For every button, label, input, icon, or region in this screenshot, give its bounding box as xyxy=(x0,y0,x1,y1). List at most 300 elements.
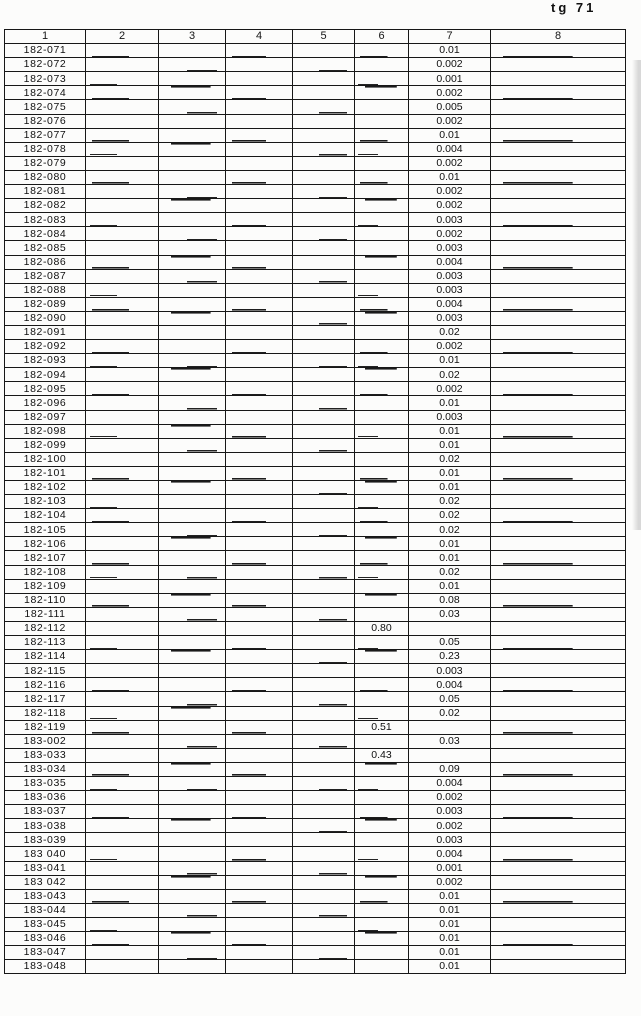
empty-cell xyxy=(226,692,293,706)
row-id-cell: 182-096 xyxy=(5,396,86,410)
empty-cell xyxy=(226,509,293,523)
col7-value-cell: 0.01 xyxy=(409,579,491,593)
empty-cell xyxy=(226,579,293,593)
empty-cell xyxy=(293,213,355,227)
col7-value-cell: 0.003 xyxy=(409,664,491,678)
empty-cell xyxy=(226,185,293,199)
empty-cell xyxy=(293,227,355,241)
empty-cell xyxy=(86,44,159,58)
empty-cell xyxy=(86,621,159,635)
empty-cell xyxy=(355,833,409,847)
empty-cell xyxy=(159,283,226,297)
table-row xyxy=(5,650,626,664)
empty-cell xyxy=(226,903,293,917)
row-id-cell: 182-088 xyxy=(5,283,86,297)
empty-cell xyxy=(293,325,355,339)
table-row xyxy=(5,593,626,607)
empty-cell xyxy=(293,128,355,142)
empty-cell xyxy=(159,875,226,889)
empty-cell xyxy=(491,481,626,495)
empty-cell xyxy=(293,368,355,382)
empty-cell xyxy=(293,100,355,114)
page-number-label: tg 71 xyxy=(551,0,597,15)
empty-cell xyxy=(226,340,293,354)
row-id-cell: 182-104 xyxy=(5,509,86,523)
table-row xyxy=(5,410,626,424)
empty-cell xyxy=(159,833,226,847)
table-row xyxy=(5,297,626,311)
empty-cell xyxy=(226,213,293,227)
table-row xyxy=(5,621,626,635)
empty-cell xyxy=(159,297,226,311)
table-row xyxy=(5,607,626,621)
table-row xyxy=(5,241,626,255)
data-table xyxy=(4,29,626,974)
empty-cell xyxy=(355,241,409,255)
table-row xyxy=(5,325,626,339)
table-row xyxy=(5,466,626,480)
row-id-cell: 182-113 xyxy=(5,636,86,650)
empty-cell xyxy=(491,199,626,213)
empty-cell xyxy=(491,621,626,635)
empty-cell xyxy=(355,607,409,621)
empty-cell xyxy=(86,72,159,86)
row-id-cell: 182-077 xyxy=(5,128,86,142)
empty-cell xyxy=(355,283,409,297)
empty-cell xyxy=(491,255,626,269)
empty-cell xyxy=(159,678,226,692)
empty-cell xyxy=(86,791,159,805)
row-id-cell: 182-098 xyxy=(5,424,86,438)
empty-cell xyxy=(226,283,293,297)
empty-cell xyxy=(86,185,159,199)
empty-cell xyxy=(293,86,355,100)
empty-cell xyxy=(293,354,355,368)
empty-cell xyxy=(293,199,355,213)
table-row xyxy=(5,396,626,410)
empty-cell xyxy=(226,438,293,452)
empty-cell xyxy=(293,170,355,184)
col7-value-cell: 0.002 xyxy=(409,86,491,100)
table-row xyxy=(5,227,626,241)
empty-cell xyxy=(491,762,626,776)
col7-value-cell: 0.02 xyxy=(409,325,491,339)
empty-cell xyxy=(409,720,491,734)
empty-cell xyxy=(355,692,409,706)
empty-cell xyxy=(355,664,409,678)
empty-cell xyxy=(293,650,355,664)
row-id-cell: 182-092 xyxy=(5,340,86,354)
empty-cell xyxy=(159,791,226,805)
empty-cell xyxy=(293,185,355,199)
empty-cell xyxy=(226,114,293,128)
empty-cell xyxy=(86,382,159,396)
empty-cell xyxy=(355,72,409,86)
empty-cell xyxy=(159,509,226,523)
table-row xyxy=(5,805,626,819)
empty-cell xyxy=(355,368,409,382)
empty-cell xyxy=(159,861,226,875)
empty-cell xyxy=(226,241,293,255)
empty-cell xyxy=(226,72,293,86)
empty-cell xyxy=(86,551,159,565)
empty-cell xyxy=(226,805,293,819)
col7-value-cell: 0.09 xyxy=(409,762,491,776)
table-row xyxy=(5,199,626,213)
empty-cell xyxy=(226,382,293,396)
empty-cell xyxy=(293,481,355,495)
empty-cell xyxy=(159,664,226,678)
empty-cell xyxy=(159,692,226,706)
empty-cell xyxy=(491,340,626,354)
empty-cell xyxy=(293,297,355,311)
empty-cell xyxy=(226,875,293,889)
empty-cell xyxy=(355,776,409,790)
empty-cell xyxy=(293,932,355,946)
empty-cell xyxy=(86,283,159,297)
empty-cell xyxy=(226,861,293,875)
col7-value-cell: 0.02 xyxy=(409,495,491,509)
row-id-cell: 182-114 xyxy=(5,650,86,664)
empty-cell xyxy=(86,325,159,339)
empty-cell xyxy=(293,734,355,748)
empty-cell xyxy=(159,917,226,931)
row-id-cell: 182-086 xyxy=(5,255,86,269)
empty-cell xyxy=(226,199,293,213)
empty-cell xyxy=(86,889,159,903)
empty-cell xyxy=(226,917,293,931)
empty-cell xyxy=(293,551,355,565)
empty-cell xyxy=(226,354,293,368)
empty-cell xyxy=(355,495,409,509)
empty-cell xyxy=(355,255,409,269)
header-cell: 2 xyxy=(86,30,159,44)
empty-cell xyxy=(491,410,626,424)
col7-value-cell: 0.002 xyxy=(409,227,491,241)
empty-cell xyxy=(159,156,226,170)
empty-cell xyxy=(293,607,355,621)
col7-value-cell: 0.02 xyxy=(409,523,491,537)
empty-cell xyxy=(293,44,355,58)
empty-cell xyxy=(355,227,409,241)
empty-cell xyxy=(86,311,159,325)
row-id-cell: 183-038 xyxy=(5,819,86,833)
empty-cell xyxy=(86,340,159,354)
empty-cell xyxy=(293,58,355,72)
empty-cell xyxy=(86,213,159,227)
row-id-cell: 183-046 xyxy=(5,932,86,946)
col7-value-cell: 0.02 xyxy=(409,452,491,466)
empty-cell xyxy=(491,269,626,283)
col7-value-cell: 0.001 xyxy=(409,861,491,875)
empty-cell xyxy=(159,565,226,579)
empty-cell xyxy=(226,100,293,114)
empty-cell xyxy=(355,762,409,776)
empty-cell xyxy=(491,805,626,819)
empty-cell xyxy=(226,424,293,438)
empty-cell xyxy=(491,833,626,847)
empty-cell xyxy=(226,269,293,283)
empty-cell xyxy=(226,297,293,311)
row-id-cell: 183-034 xyxy=(5,762,86,776)
empty-cell xyxy=(293,720,355,734)
empty-cell xyxy=(86,410,159,424)
empty-cell xyxy=(159,199,226,213)
empty-cell xyxy=(86,706,159,720)
empty-cell xyxy=(491,241,626,255)
empty-cell xyxy=(86,142,159,156)
empty-cell xyxy=(491,734,626,748)
empty-cell xyxy=(86,861,159,875)
header-cell: 7 xyxy=(409,30,491,44)
col7-value-cell: 0.02 xyxy=(409,706,491,720)
row-id-cell: 182-084 xyxy=(5,227,86,241)
empty-cell xyxy=(491,847,626,861)
empty-cell xyxy=(159,255,226,269)
col7-value-cell: 0.002 xyxy=(409,875,491,889)
table-row xyxy=(5,932,626,946)
empty-cell xyxy=(226,932,293,946)
empty-cell xyxy=(226,170,293,184)
table-row xyxy=(5,847,626,861)
empty-cell xyxy=(86,100,159,114)
empty-cell xyxy=(86,495,159,509)
row-id-cell: 182-082 xyxy=(5,199,86,213)
table-row xyxy=(5,283,626,297)
empty-cell xyxy=(491,861,626,875)
empty-cell xyxy=(86,114,159,128)
col7-value-cell: 0.02 xyxy=(409,509,491,523)
empty-cell xyxy=(355,650,409,664)
empty-cell xyxy=(226,791,293,805)
row-id-cell: 182-089 xyxy=(5,297,86,311)
col7-value-cell: 0.001 xyxy=(409,72,491,86)
empty-cell xyxy=(86,565,159,579)
empty-cell xyxy=(355,509,409,523)
empty-cell xyxy=(226,776,293,790)
col7-value-cell: 0.002 xyxy=(409,819,491,833)
empty-cell xyxy=(355,551,409,565)
empty-cell xyxy=(159,382,226,396)
col7-value-cell: 0.004 xyxy=(409,847,491,861)
empty-cell xyxy=(86,960,159,974)
empty-cell xyxy=(159,734,226,748)
empty-cell xyxy=(491,932,626,946)
empty-cell xyxy=(491,438,626,452)
row-id-cell: 183-035 xyxy=(5,776,86,790)
table-row xyxy=(5,946,626,960)
empty-cell xyxy=(491,156,626,170)
empty-cell xyxy=(355,269,409,283)
row-id-cell: 183-045 xyxy=(5,917,86,931)
empty-cell xyxy=(86,466,159,480)
empty-cell xyxy=(159,100,226,114)
empty-cell xyxy=(226,255,293,269)
row-id-cell: 182-090 xyxy=(5,311,86,325)
empty-cell xyxy=(159,932,226,946)
empty-cell xyxy=(355,523,409,537)
empty-cell xyxy=(159,495,226,509)
empty-cell xyxy=(86,833,159,847)
empty-cell xyxy=(226,227,293,241)
empty-cell xyxy=(226,946,293,960)
col7-value-cell: 0.01 xyxy=(409,917,491,931)
empty-cell xyxy=(86,875,159,889)
header-row xyxy=(5,30,626,44)
header-cell: 3 xyxy=(159,30,226,44)
col7-value-cell: 0.01 xyxy=(409,44,491,58)
col7-value-cell: 0.003 xyxy=(409,241,491,255)
row-id-cell: 182-101 xyxy=(5,466,86,480)
empty-cell xyxy=(159,579,226,593)
row-id-cell: 182-071 xyxy=(5,44,86,58)
empty-cell xyxy=(355,636,409,650)
empty-cell xyxy=(226,748,293,762)
empty-cell xyxy=(355,537,409,551)
empty-cell xyxy=(86,946,159,960)
empty-cell xyxy=(293,579,355,593)
empty-cell xyxy=(491,466,626,480)
empty-cell xyxy=(86,678,159,692)
empty-cell xyxy=(159,960,226,974)
empty-cell xyxy=(293,875,355,889)
empty-cell xyxy=(355,466,409,480)
empty-cell xyxy=(159,903,226,917)
empty-cell xyxy=(159,269,226,283)
empty-cell xyxy=(86,636,159,650)
empty-cell xyxy=(491,523,626,537)
table-row xyxy=(5,551,626,565)
empty-cell xyxy=(491,297,626,311)
empty-cell xyxy=(491,185,626,199)
col7-value-cell: 0.003 xyxy=(409,283,491,297)
empty-cell xyxy=(355,791,409,805)
empty-cell xyxy=(159,847,226,861)
header-cell: 6 xyxy=(355,30,409,44)
empty-cell xyxy=(355,297,409,311)
col7-value-cell: 0.003 xyxy=(409,410,491,424)
row-id-cell: 182-080 xyxy=(5,170,86,184)
table-row xyxy=(5,86,626,100)
empty-cell xyxy=(293,537,355,551)
col7-value-cell: 0.002 xyxy=(409,199,491,213)
empty-cell xyxy=(226,128,293,142)
empty-cell xyxy=(355,44,409,58)
empty-cell xyxy=(491,44,626,58)
table-row xyxy=(5,269,626,283)
empty-cell xyxy=(491,720,626,734)
empty-cell xyxy=(355,156,409,170)
empty-cell xyxy=(491,650,626,664)
empty-cell xyxy=(226,481,293,495)
col7-value-cell: 0.003 xyxy=(409,805,491,819)
empty-cell xyxy=(491,58,626,72)
row-id-cell: 182-115 xyxy=(5,664,86,678)
table-row xyxy=(5,734,626,748)
empty-cell xyxy=(226,847,293,861)
row-id-cell: 182-095 xyxy=(5,382,86,396)
empty-cell xyxy=(86,396,159,410)
empty-cell xyxy=(491,819,626,833)
empty-cell xyxy=(491,325,626,339)
empty-cell xyxy=(86,170,159,184)
empty-cell xyxy=(355,86,409,100)
table-body xyxy=(5,44,626,974)
row-id-cell: 183-047 xyxy=(5,946,86,960)
table-row xyxy=(5,213,626,227)
empty-cell xyxy=(491,114,626,128)
row-id-cell: 183-044 xyxy=(5,903,86,917)
empty-cell xyxy=(293,593,355,607)
col7-value-cell: 0.002 xyxy=(409,58,491,72)
empty-cell xyxy=(226,44,293,58)
empty-cell xyxy=(355,128,409,142)
empty-cell xyxy=(355,917,409,931)
empty-cell xyxy=(355,579,409,593)
empty-cell xyxy=(293,819,355,833)
empty-cell xyxy=(86,523,159,537)
table-row xyxy=(5,354,626,368)
col7-value-cell: 0.08 xyxy=(409,593,491,607)
col7-value-cell: 0.01 xyxy=(409,903,491,917)
empty-cell xyxy=(491,86,626,100)
empty-cell xyxy=(226,537,293,551)
empty-cell xyxy=(159,481,226,495)
empty-cell xyxy=(226,636,293,650)
empty-cell xyxy=(491,495,626,509)
table-row xyxy=(5,762,626,776)
empty-cell xyxy=(159,438,226,452)
empty-cell xyxy=(86,241,159,255)
empty-cell xyxy=(86,720,159,734)
col7-value-cell: 0.01 xyxy=(409,889,491,903)
empty-cell xyxy=(159,466,226,480)
empty-cell xyxy=(159,58,226,72)
table-row xyxy=(5,917,626,931)
empty-cell xyxy=(293,269,355,283)
empty-cell xyxy=(159,170,226,184)
empty-cell xyxy=(86,438,159,452)
row-id-cell: 182-102 xyxy=(5,481,86,495)
empty-cell xyxy=(159,946,226,960)
col7-value-cell: 0.005 xyxy=(409,100,491,114)
empty-cell xyxy=(226,833,293,847)
empty-cell xyxy=(226,58,293,72)
row-id-cell: 182-093 xyxy=(5,354,86,368)
empty-cell xyxy=(355,678,409,692)
empty-cell xyxy=(491,636,626,650)
col7-value-cell: 0.003 xyxy=(409,269,491,283)
col7-value-cell: 0.01 xyxy=(409,354,491,368)
empty-cell xyxy=(293,903,355,917)
table-row xyxy=(5,382,626,396)
empty-cell xyxy=(86,424,159,438)
empty-cell xyxy=(355,438,409,452)
empty-cell xyxy=(491,100,626,114)
empty-cell xyxy=(293,946,355,960)
empty-cell xyxy=(491,889,626,903)
empty-cell xyxy=(355,805,409,819)
table-row xyxy=(5,495,626,509)
col7-value-cell: 0.02 xyxy=(409,368,491,382)
empty-cell xyxy=(293,156,355,170)
col7-value-cell: 0.05 xyxy=(409,692,491,706)
empty-cell xyxy=(226,452,293,466)
empty-cell xyxy=(491,960,626,974)
empty-cell xyxy=(86,368,159,382)
col7-value-cell: 0.01 xyxy=(409,551,491,565)
row-id-cell: 182-079 xyxy=(5,156,86,170)
